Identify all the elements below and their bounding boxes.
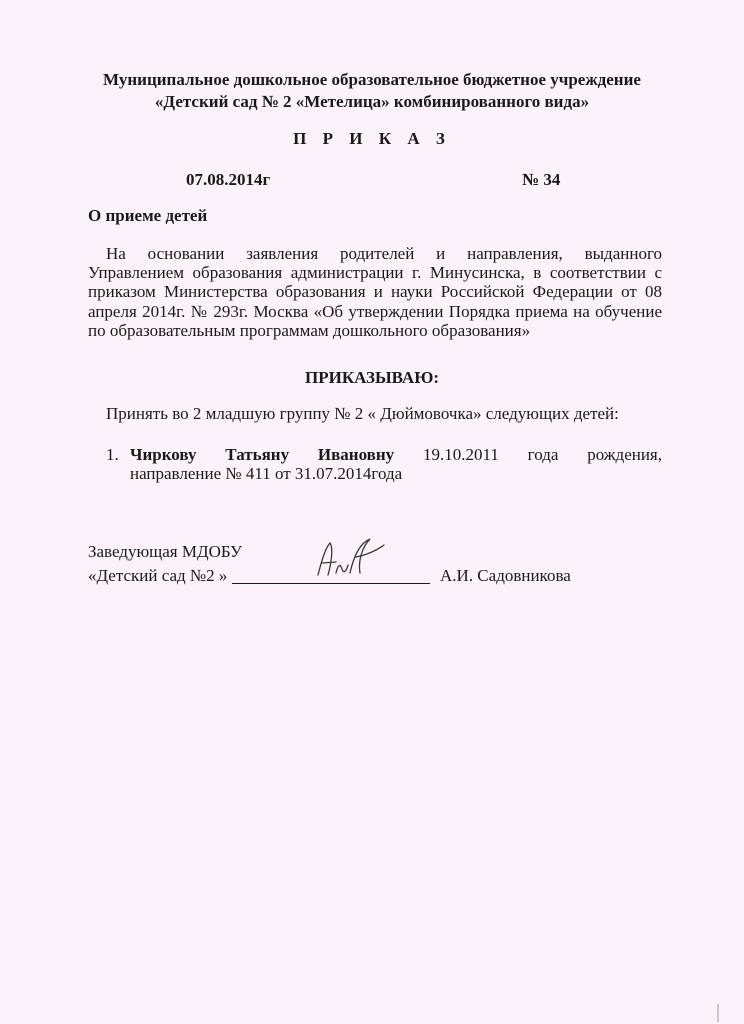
child-birth-suffix: года рождения, xyxy=(527,445,662,464)
handwritten-signature xyxy=(310,535,388,585)
org-name-line-1: Муниципальное дошкольное образовательное бюджетное учреждение xyxy=(103,70,641,89)
basis-line: На основании заявления родителей и направления, выданного xyxy=(106,244,662,263)
document-date: 07.08.2014г xyxy=(186,170,271,189)
document-number: № 34 xyxy=(522,170,561,189)
org-name-line-2: «Детский сад № 2 «Метелица» комбинированного вида» xyxy=(154,92,590,111)
signer-position-line-1: Заведующая МДОБУ xyxy=(88,542,243,561)
child-list-item xyxy=(106,445,662,483)
basis-line: по образовательным программам дошкольного образования» xyxy=(88,320,531,340)
document-title: П Р И К А З xyxy=(293,129,451,148)
order-heading: ПРИКАЗЫВАЮ: xyxy=(304,368,440,387)
basis-line: апреля 2014г. № 293г. Москва «Об утверждении Порядка приема на обучение xyxy=(88,301,662,321)
basis-line: Управлением образования администрации г. Минусинска, в соответствии с xyxy=(88,263,662,283)
signer-position-line-2: «Детский сад №2 » xyxy=(88,566,228,585)
list-marker: 1. xyxy=(106,445,119,464)
child-line-1 xyxy=(130,445,662,464)
basis-line: приказом Министерства образования и науки Российской Федерации от 08 xyxy=(88,282,662,302)
accept-statement: Принять во 2 младшую группу № 2 « Дюймовочка» следующих детей: xyxy=(106,404,619,423)
child-referral: направление № 411 от 31.07.2014года xyxy=(130,464,403,484)
child-birth-date: 19.10.2011 xyxy=(422,445,499,464)
document-subject: О приеме детей xyxy=(88,206,208,225)
scan-mark xyxy=(713,1002,723,1024)
signer-name: А.И. Садовникова xyxy=(440,566,571,585)
basis-paragraph xyxy=(88,244,662,340)
child-name: Чиркову Татьяну Ивановну xyxy=(130,445,395,464)
